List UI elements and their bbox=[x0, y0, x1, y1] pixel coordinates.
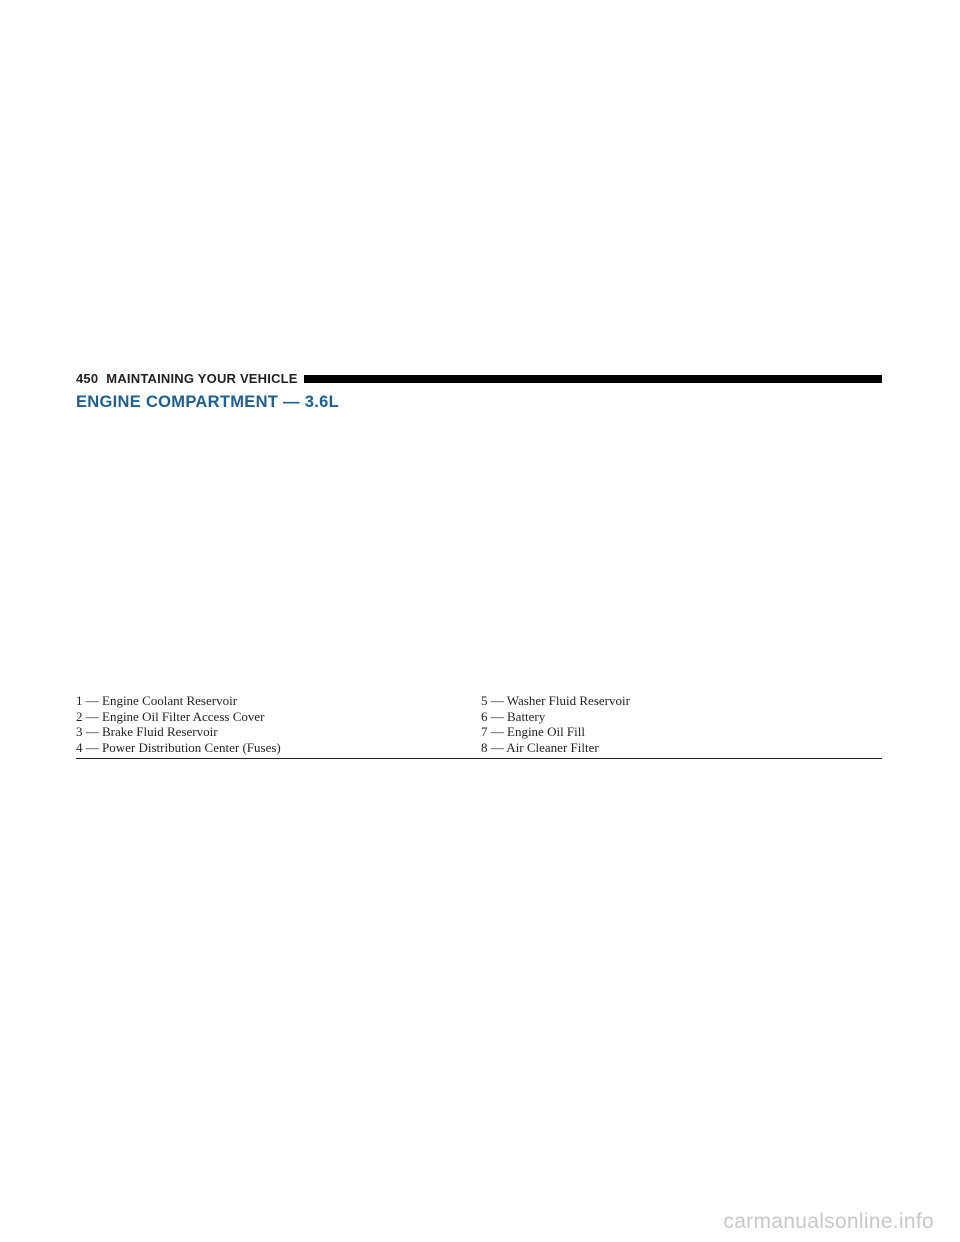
page-number: 450 bbox=[76, 370, 99, 386]
legend-item-8: 8 — Air Cleaner Filter bbox=[481, 739, 599, 755]
page-title: ENGINE COMPARTMENT — 3.6L bbox=[76, 393, 339, 411]
legend-column-left bbox=[76, 693, 481, 755]
page-header bbox=[76, 369, 882, 387]
legend-column-right bbox=[481, 693, 630, 755]
legend-item-5: 5 — Washer Fluid Reservoir bbox=[481, 693, 630, 708]
legend-item-3: 3 — Brake Fluid Reservoir bbox=[76, 724, 218, 740]
legend-item-6: 6 — Battery bbox=[481, 708, 546, 724]
legend-item-2: 2 — Engine Oil Filter Access Cover bbox=[76, 708, 265, 724]
watermark-link[interactable]: carmanualsonline.info bbox=[723, 1210, 934, 1233]
figure-legend bbox=[76, 693, 882, 755]
legend-item-7: 7 — Engine Oil Fill bbox=[481, 724, 585, 740]
engine-compartment-figure bbox=[76, 420, 882, 688]
legend-item-1: 1 — Engine Coolant Reservoir bbox=[76, 693, 238, 708]
legend-rule bbox=[76, 758, 882, 759]
section-name: MAINTAINING YOUR VEHICLE bbox=[106, 370, 298, 386]
header-rule bbox=[304, 375, 882, 383]
legend-item-4: 4 — Power Distribution Center (Fuses) bbox=[76, 739, 281, 755]
